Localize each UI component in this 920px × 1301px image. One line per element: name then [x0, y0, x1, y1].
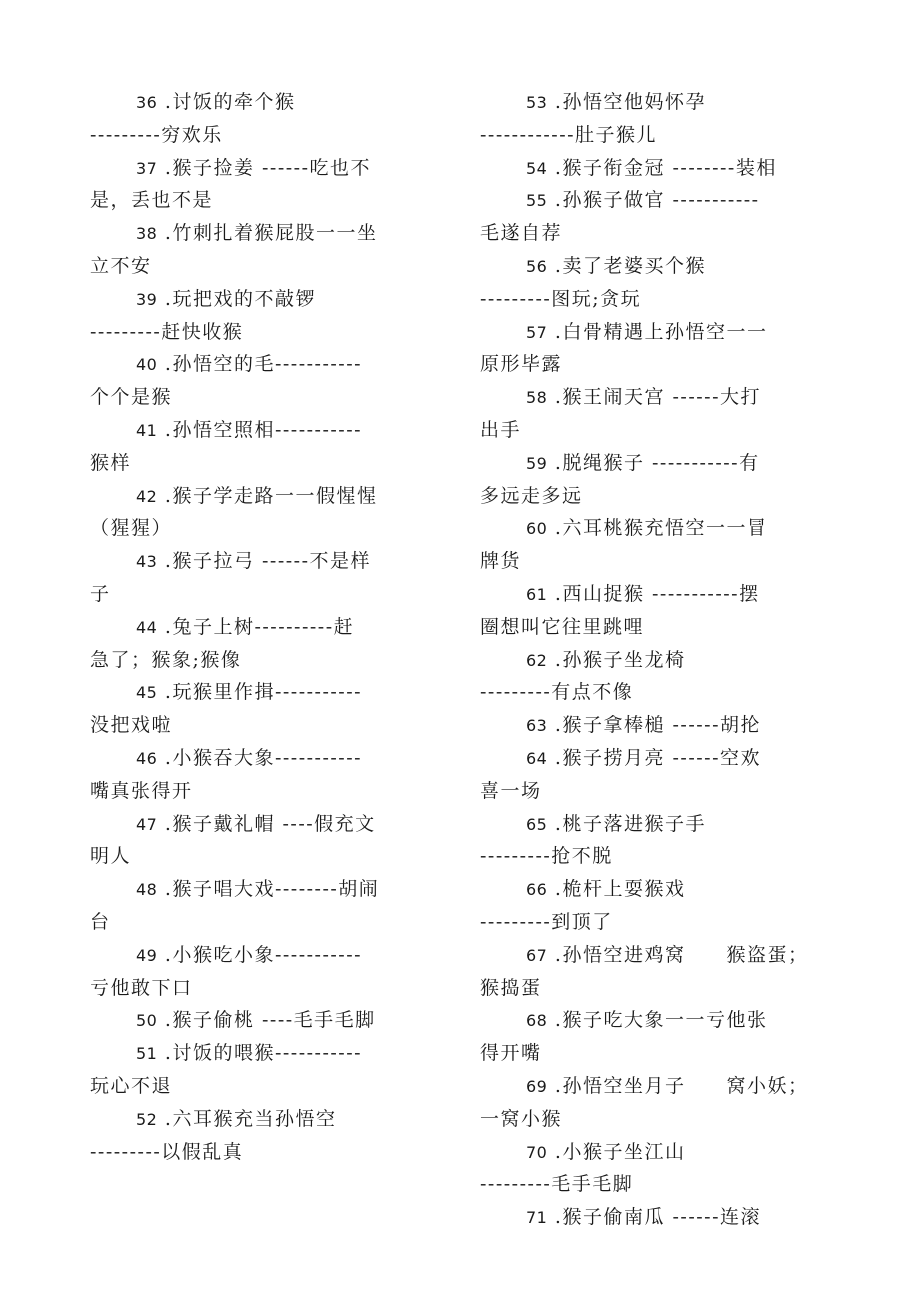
entry-line — [90, 939, 440, 972]
entry-number: 63 — [526, 716, 548, 736]
entry-number: 48 — [136, 880, 158, 900]
entry-text: .猴子拉弓 ------不是样 — [157, 550, 371, 573]
entry-text: 猴样 — [90, 451, 132, 474]
entry-line — [90, 808, 440, 841]
entry-number: 69 — [526, 1076, 548, 1096]
entry-text: .孙悟空进鸡窝 猴盗蛋； — [547, 943, 809, 966]
entry-text: 出手 — [480, 418, 522, 441]
entry-continuation-line — [480, 972, 835, 1005]
entry-text: 台 — [90, 910, 111, 933]
entry-text: 一窝小猴 — [480, 1107, 563, 1130]
entry-continuation-line — [90, 906, 440, 939]
entry-line — [480, 742, 835, 775]
entry-text: .桃子落进猴子手 — [547, 812, 706, 835]
entry-continuation-line — [480, 119, 835, 152]
entry-continuation-line — [90, 447, 440, 480]
entry-number: 55 — [526, 191, 548, 211]
entry-line — [480, 184, 835, 217]
entry-line — [480, 381, 835, 414]
entry-text: .孙悟空他妈怀孕 — [547, 91, 706, 113]
entry-text: （猩猩） — [90, 517, 173, 540]
entry-text: 子 — [90, 582, 111, 605]
entry-number: 64 — [526, 748, 548, 768]
entry-text: 喜一场 — [480, 779, 542, 802]
entry-continuation-line — [480, 676, 835, 709]
entry-continuation-line — [480, 283, 835, 316]
entry-text: 玩心不退 — [90, 1074, 173, 1097]
entry-text: 是，丢也不是 — [90, 189, 214, 212]
entry-continuation-line — [90, 1136, 440, 1169]
entry-continuation-line — [480, 217, 835, 250]
entry-text: 猴捣蛋 — [480, 976, 542, 999]
entry-text: 圈想叫它往里跳哩 — [480, 615, 645, 638]
entry-text: 立不安 — [90, 254, 152, 277]
entry-number: 67 — [526, 945, 548, 965]
entry-line — [90, 152, 440, 185]
entry-line — [480, 873, 835, 906]
entry-line — [480, 644, 835, 677]
entry-number: 59 — [526, 453, 548, 473]
entry-number: 45 — [136, 683, 158, 703]
entry-line — [90, 1004, 440, 1037]
entry-text: .猴子学走路一一假惺惺 — [157, 484, 378, 507]
entry-text: .猴子唱大戏--------胡闹 — [157, 878, 380, 901]
entry-continuation-line — [90, 512, 440, 545]
entry-text: ---------图玩;贪玩 — [480, 287, 642, 310]
entry-text: .猴子戴礼帽 ----假充文 — [157, 812, 376, 835]
entry-number: 70 — [526, 1142, 548, 1162]
entry-text: ---------有点不像 — [480, 681, 634, 704]
entry-continuation-line — [90, 578, 440, 611]
entry-text: 明人 — [90, 845, 132, 868]
entry-number: 54 — [526, 158, 548, 178]
entry-number: 50 — [136, 1011, 158, 1031]
entry-line — [90, 676, 440, 709]
entry-number: 42 — [136, 486, 158, 506]
entry-line — [480, 939, 835, 972]
entry-number: 61 — [526, 584, 548, 604]
entry-continuation-line — [90, 972, 440, 1005]
entry-continuation-line — [90, 316, 440, 349]
entry-continuation-line — [90, 644, 440, 677]
entry-continuation-line — [480, 1168, 835, 1201]
entry-line — [90, 480, 440, 513]
entry-number: 49 — [136, 945, 158, 965]
entry-text: 多远走多远 — [480, 484, 583, 507]
entry-line — [480, 1201, 835, 1234]
entry-text: .桅杆上耍猴戏 — [547, 878, 686, 901]
entry-line — [480, 808, 835, 841]
entry-text: .猴子拿棒槌 ------胡抡 — [547, 714, 761, 737]
entry-text: 亏他敢下口 — [90, 976, 193, 999]
entry-number: 65 — [526, 814, 548, 834]
entry-text: .孙悟空坐月子 窝小妖； — [547, 1074, 809, 1097]
entry-continuation-line — [90, 840, 440, 873]
entry-text: .猴王闹天宫 ------大打 — [547, 386, 761, 409]
entry-line — [480, 152, 835, 185]
entry-text: 原形毕露 — [480, 353, 563, 376]
entry-text: ---------到顶了 — [480, 910, 613, 933]
entry-text: 急了；猴象;猴像 — [90, 648, 242, 671]
entry-line — [90, 217, 440, 250]
entry-continuation-line — [90, 119, 440, 152]
entry-line — [480, 1004, 835, 1037]
entry-number: 56 — [526, 256, 548, 276]
entry-line — [90, 873, 440, 906]
entry-number: 53 — [526, 93, 548, 112]
entry-text: .白骨精遇上孙悟空一一 — [547, 320, 768, 343]
entry-continuation-line — [480, 414, 835, 447]
entry-text: 个个是猴 — [90, 386, 173, 409]
entry-line — [90, 1037, 440, 1070]
entry-line — [90, 545, 440, 578]
entry-line — [90, 283, 440, 316]
left-column — [90, 86, 440, 1168]
entry-text: .玩猴里作揖----------- — [157, 681, 363, 704]
entry-text: .小猴吞大象----------- — [157, 746, 363, 769]
entry-line — [90, 1103, 440, 1136]
entry-line — [480, 250, 835, 283]
entry-line — [480, 1136, 835, 1169]
entry-continuation-line — [90, 250, 440, 283]
entry-text: .西山捉猴 -----------摆 — [547, 582, 760, 605]
entry-text: 毛遂自荐 — [480, 222, 563, 245]
entry-number: 36 — [136, 93, 158, 112]
entry-continuation-line — [90, 381, 440, 414]
entry-continuation-line — [480, 840, 835, 873]
entry-text: 嘴真张得开 — [90, 779, 193, 802]
entry-text: .小猴子坐江山 — [547, 1140, 686, 1163]
entry-continuation-line — [90, 1070, 440, 1103]
entry-text: .猴子衔金冠 --------装相 — [547, 156, 777, 179]
entry-number: 41 — [136, 420, 158, 440]
entry-continuation-line — [480, 1037, 835, 1070]
entry-text: .卖了老婆买个猴 — [547, 254, 706, 277]
entry-text: .孙猴子做官 ----------- — [547, 189, 760, 212]
entry-text: 牌货 — [480, 550, 522, 573]
entry-text: 得开嘴 — [480, 1042, 542, 1065]
entry-line — [480, 1070, 835, 1103]
entry-text: .讨饭的牵个猴 — [157, 91, 296, 113]
entry-text: .六耳桃猴充悟空一一冒 — [547, 517, 768, 540]
entry-text: ---------赶快收猴 — [90, 320, 244, 343]
entry-number: 40 — [136, 355, 158, 375]
entry-number: 37 — [136, 158, 158, 178]
entry-continuation-line — [90, 709, 440, 742]
entry-text: .孙猴子坐龙椅 — [547, 648, 686, 671]
entry-text: .猴子偷桃 ----毛手毛脚 — [157, 1009, 376, 1032]
entry-number: 58 — [526, 388, 548, 408]
entry-continuation-line — [480, 775, 835, 808]
entry-text: .竹刺扎着猴屁股一一坐 — [157, 222, 378, 245]
entry-text: ---------抢不脱 — [480, 845, 613, 868]
entry-number: 38 — [136, 224, 158, 244]
entry-text: ---------以假乱真 — [90, 1140, 244, 1163]
entry-line — [90, 348, 440, 381]
entry-line — [480, 512, 835, 545]
entry-number: 47 — [136, 814, 158, 834]
entry-line — [90, 611, 440, 644]
entry-number: 44 — [136, 617, 158, 637]
entry-line — [480, 578, 835, 611]
entry-text: .讨饭的喂猴----------- — [157, 1042, 363, 1065]
entry-number: 52 — [136, 1109, 158, 1129]
entry-line — [90, 742, 440, 775]
entry-number: 62 — [526, 650, 548, 670]
entry-text: .兔子上树----------赶 — [157, 615, 355, 638]
entry-text: .猴子偷南瓜 ------连滚 — [547, 1206, 761, 1229]
entry-line — [480, 316, 835, 349]
entry-continuation-line — [480, 348, 835, 381]
entry-continuation-line — [480, 545, 835, 578]
right-column — [480, 86, 835, 1234]
entry-text: .玩把戏的不敲锣 — [157, 287, 316, 310]
entry-continuation-line — [90, 184, 440, 217]
entry-text: ---------穷欢乐 — [90, 123, 223, 146]
entry-line — [480, 86, 835, 119]
entry-continuation-line — [480, 480, 835, 513]
entry-line — [480, 709, 835, 742]
entry-number: 46 — [136, 748, 158, 768]
entry-line — [90, 86, 440, 119]
entry-number: 39 — [136, 289, 158, 309]
entry-number: 71 — [526, 1208, 548, 1228]
entry-text: 没把戏啦 — [90, 714, 173, 737]
entry-number: 60 — [526, 519, 548, 539]
entry-continuation-line — [480, 611, 835, 644]
entry-text: .小猴吃小象----------- — [157, 943, 363, 966]
entry-continuation-line — [90, 775, 440, 808]
entry-text: .孙悟空的毛----------- — [157, 353, 363, 376]
entry-text: .孙悟空照相----------- — [157, 418, 363, 441]
entry-text: .脱绳猴子 -----------有 — [547, 451, 760, 474]
entry-line — [480, 447, 835, 480]
entry-text: .猴子捡姜 ------吃也不 — [157, 156, 371, 179]
entry-number: 68 — [526, 1011, 548, 1031]
entry-text: ---------毛手毛脚 — [480, 1173, 634, 1196]
entry-number: 43 — [136, 552, 158, 572]
entry-line — [90, 414, 440, 447]
entry-continuation-line — [480, 906, 835, 939]
entry-continuation-line — [480, 1103, 835, 1136]
entry-number: 51 — [136, 1044, 158, 1064]
entry-text: .六耳猴充当孙悟空 — [157, 1107, 337, 1130]
entry-number: 57 — [526, 322, 548, 342]
entry-text: .猴子吃大象一一亏他张 — [547, 1009, 768, 1032]
entry-text: .猴子捞月亮 ------空欢 — [547, 746, 761, 769]
entry-number: 66 — [526, 880, 548, 900]
entry-text: ------------肚子猴儿 — [480, 123, 658, 146]
